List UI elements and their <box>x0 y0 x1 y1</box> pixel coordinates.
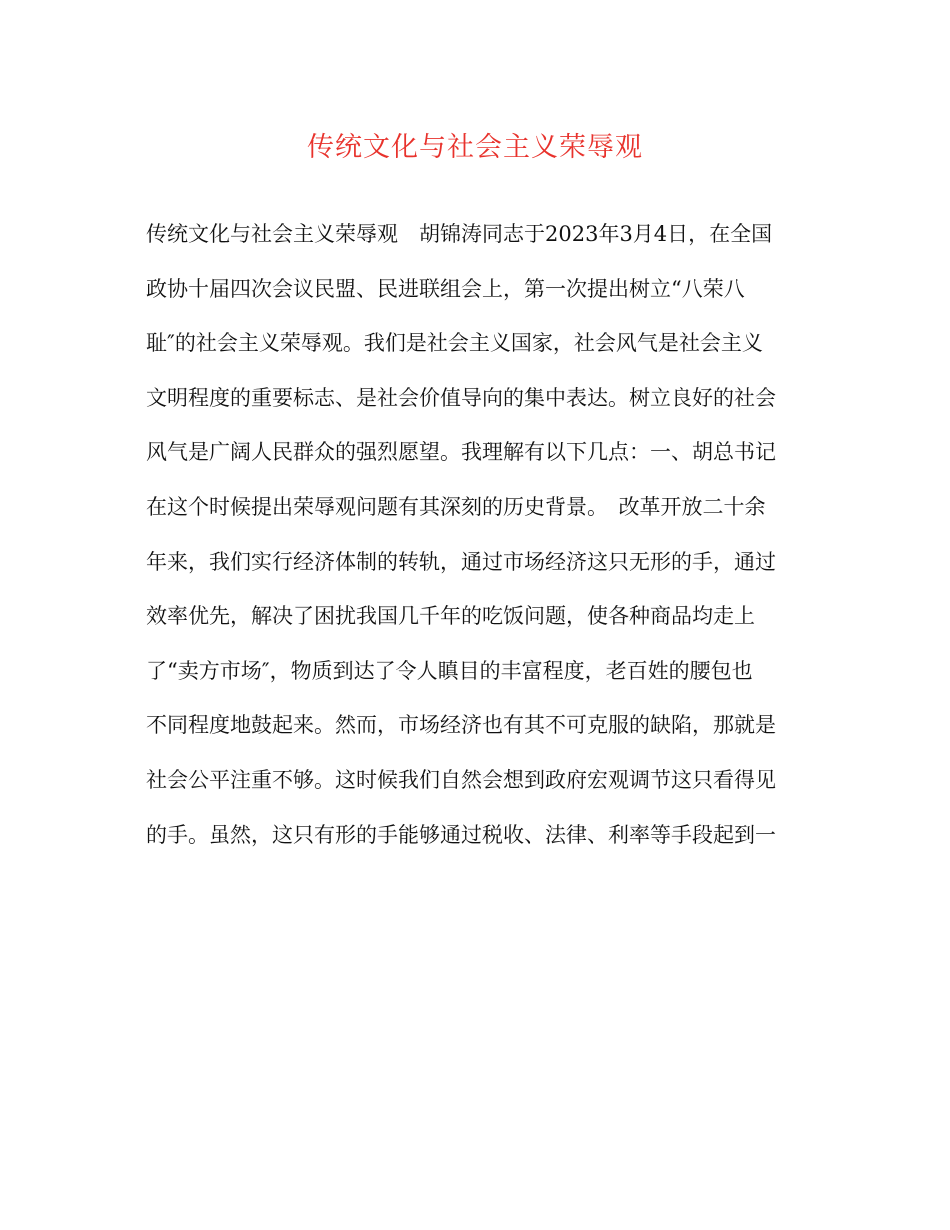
body-line-6: 在这个时候提出荣辱观问题有其深刻的历史背景。 改革开放二十余 <box>146 494 766 519</box>
body-line-12: 的手。虽然，这只有形的手能够通过税收、法律、利率等手段起到一 <box>146 822 776 847</box>
body-line-4: 文明程度的重要标志、是社会价值导向的集中表达。树立良好的社会 <box>146 385 776 410</box>
body-line-8: 效率优先，解决了困扰我国几千年的吃饭问题，使各种商品均走上 <box>146 604 755 629</box>
body-line-1: 传统文化与社会主义荣辱观 胡锦涛同志于2023年3月4日，在全国 <box>146 222 773 246</box>
body-line-9: 了“卖方市场″，物质到达了令人瞋目的丰富程度，老百姓的腰包也 <box>146 658 753 683</box>
body-line-2: 政协十届四次会议民盟、民进联组会上，第一次提出树立“八荣八 <box>146 276 745 301</box>
body-line-7: 年来，我们实行经济体制的转轨，通过市场经济这只无形的手，通过 <box>146 549 776 574</box>
body-line-10: 不同程度地鼓起来。然而，市场经济也有其不可克服的缺陷，那就是 <box>146 713 776 738</box>
body-line-11: 社会公平注重不够。这时候我们自然会想到政府宏观调节这只看得见 <box>146 767 776 792</box>
document-title: 传统文化与社会主义荣辱观 <box>307 132 643 163</box>
body-line-5: 风气是广阔人民群众的强烈愿望。我理解有以下几点：一、胡总书记 <box>146 440 776 465</box>
body-line-3: 耻″的社会主义荣辱观。我们是社会主义国家，社会风气是社会主义 <box>146 331 763 356</box>
document-body <box>146 212 806 867</box>
